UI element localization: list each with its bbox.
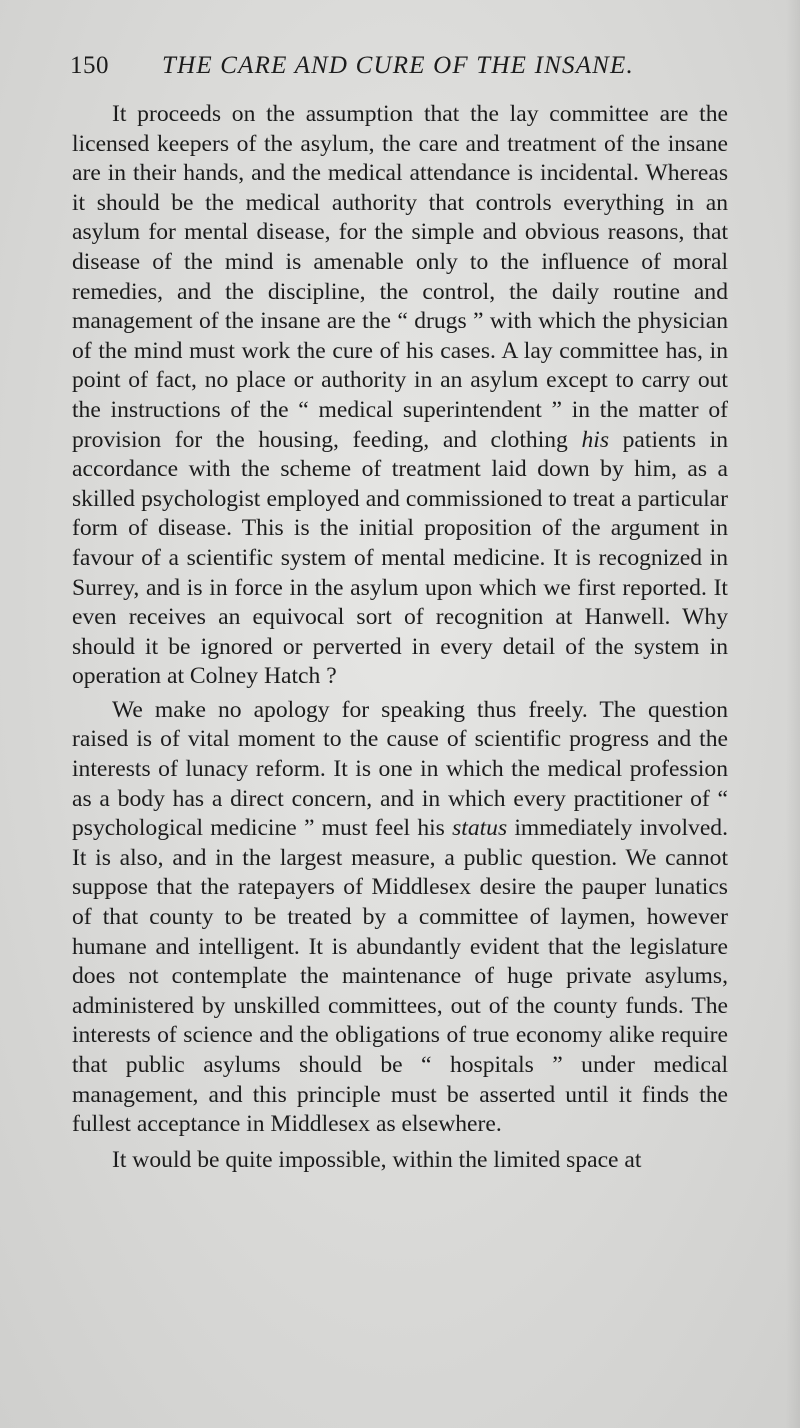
page-number: 150 (70, 52, 109, 79)
paragraph-continuation: It would be quite impossible, within the limited space at (112, 1146, 642, 1173)
running-title: THE CARE AND CURE OF THE INSANE. (162, 52, 634, 79)
paragraph-apology: We make no apology for speaking thus freely. The question raised is of vital moment to the cause of scientific progress and the interests of lunacy reform. It is one in which the medical profession as a body has a direct concern, and in which every practitioner of “ psychological medicine ” must feel his status immediately involved. It is also, and in the largest measure, a public question. We cannot suppose that the ratepayers of Middlesex desire the pauper lunatics of that county to be treated by a committee of laymen, however humane and intelligent. It is abundantly evident that the legislature does not contemplate the maintenance of huge private asylums, administered by unskilled committees, out of the county funds. The interests of science and the obligations of true economy alike require that public asylums should be “ hospitals ” under medical management, and this principle must be asserted until it finds the fullest acceptance in Middlesex as elsewhere. (72, 696, 728, 1138)
italic-status: status (452, 815, 508, 842)
paragraph-assumption: It proceeds on the assumption that the lay committee are the licensed keepers of the asylum, the care and treatment of the insane are in their hands, and the medical attendance is incidental. Whereas it should be the medical authority that controls everything in an asylum for mental disease, for the simple and obvious reasons, that disease of the mind is amenable only to the influence of moral remedies, and the discipline, the control, the daily routine and management of the insane are the “ drugs ” with which the physician of the mind must work the cure of his cases. A lay committee has, in point of fact, no place or authority in an asylum except to carry out the instructions of the “ medical superintendent ” in the matter of provision for the housing, feeding, and clothing his patients in accordance with the scheme of treatment laid down by him, as a skilled psychologist employed and commissioned to treat a particular form of disease. This is the initial proposition of the argument in favour of a scientific system of mental medicine. It is recognized in Surrey, and is in force in the asylum upon which we first reported. It even receives an equivocal sort of recognition at Hanwell. Why should it be ignored or perverted in every detail of the system in operation at Colney Hatch ? (72, 101, 728, 690)
page-edge-shadow (786, 0, 800, 1428)
italic-his: his (581, 426, 610, 453)
body-text (72, 100, 728, 1175)
running-head (70, 52, 730, 82)
